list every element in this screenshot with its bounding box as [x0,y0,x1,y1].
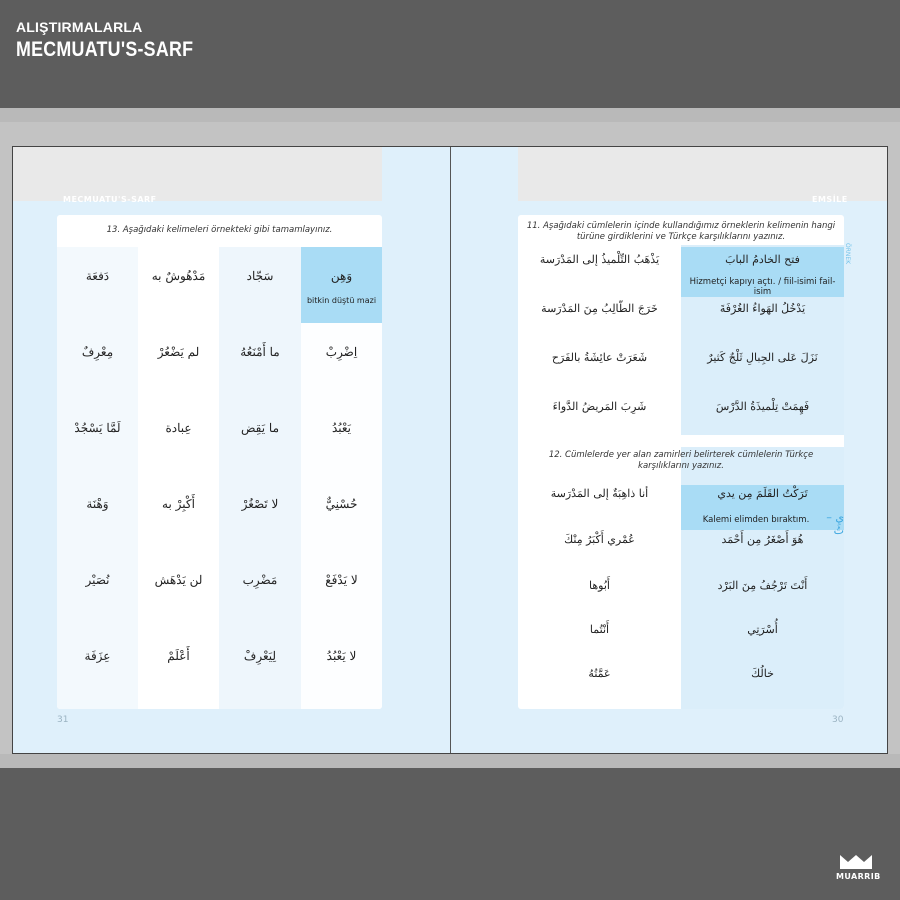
book-title: MECMUATU'S-SARF [16,38,194,61]
page-number-right: 30 [832,715,844,725]
table-cell: وَهْنَة [86,497,109,511]
table-cell: وَهِن [330,269,353,283]
book-spread [12,146,888,754]
example-meaning-12: Kalemi elimden bıraktım. [702,515,810,525]
table-cell: لا يَدْفَعْ [325,573,358,587]
table-column [219,247,301,709]
table-cell: أَعْلَمْ [167,649,190,663]
table-cell: يَعْبُدُ [331,421,352,435]
table-cell: مَضْرِب [242,573,278,587]
right-page-header-tab [518,147,887,201]
side-tab-label: ÖRNEK [844,243,851,265]
sentence-cell: أَنْتَ تَرْجُفُ مِنَ البَرْد [717,579,808,592]
sentence-cell: عَمَّتُهُ [588,667,611,680]
table-cell: لن يَدْهَش [154,573,203,587]
right-running-head: EMSİLE [812,195,848,204]
example-meaning: bitkin düştü mazi [306,296,377,305]
table-cell: لا تَصْغُرْ [241,497,279,511]
table-cell: عِزَفَة [84,649,111,663]
table-cell: ما أَمْنَعُهُ [240,345,280,359]
table-cell: لَمَّا يَسْجُدْ [74,421,121,435]
pronoun-markers: يِ – تُ [826,511,844,537]
table-cell: لِيَعْرِفْ [243,649,277,663]
table-cell: سَجّاد [246,269,274,283]
section-gap [681,435,844,447]
sentence-cell: شَعَرَتْ عائِشَةُ بالفَرَح [551,351,648,364]
sentence-cell: يَدْخُلُ الهَواءُ الغُرْفَةَ [719,302,806,315]
table-column [57,247,138,709]
table-cell: حُسْنِيٌّ [325,497,358,511]
table-cell: مِعْرِفٌ [81,345,114,359]
exercise-13-instruction: 13. Aşağıdaki kelimeleri örnekteki gibi tamamlayınız. [106,225,333,235]
spread-background [0,108,900,768]
exercise-12-instruction: 12. Cümlelerde yer alan zamirleri belirterek cümlelerin Türkçe karşılıklarını yazınız. [548,450,814,471]
sentence-cell: هُوَ أَصْغَرُ مِن أَحْمَد [721,533,804,546]
table-cell: لم يَضْعُرْ [157,345,200,359]
exercise-13-panel [57,215,382,709]
table-cell: نُصَيْر [85,573,110,587]
book-spine [450,147,451,753]
example-meaning-11: Hizmetçi kapıyı açtı. / fiil-isimi fail-isim [689,277,836,297]
logo-text: MUARRIB [836,872,881,881]
table-cell: ما يَقِض [240,421,279,435]
left-page-header-tab [13,147,382,201]
example-cell-highlight [301,247,382,323]
sentence-cell: أُسْرَتِي [747,623,778,636]
sentence-cell: شَرِبَ المَريضُ الدَّواءَ [552,400,647,413]
table-column [138,247,219,709]
table-cell: عِبادة [165,421,192,435]
table-cell: دَفعَة [85,269,110,283]
table-cell: لا يَعْبُدُ [326,649,357,663]
spread-mat [0,122,900,754]
sentence-cell: نَزَلَ عَلى الجِبالِ ثَلْجٌ كَثيرٌ [707,351,818,364]
left-running-head: MECMUATU'S-SARF [63,195,157,204]
sentence-cell: خَرَجَ الطّالِبُ مِنَ المَدْرَسة [541,302,658,315]
sentence-cell: فتح الخادمُ البابَ [725,253,800,266]
top-banner [0,0,900,108]
sentence-cell: أنا ذاهِبَةٌ إلى المَدْرَسة [550,487,649,500]
sentence-cell: فَهِمَتْ تِلْميذَةُ الدَّرْسَ [715,400,810,413]
series-label: ALIŞTIRMALARLA [16,19,143,35]
exercises-11-12-panel [518,215,844,709]
sentence-cell: عُمْري أَكْبَرُ مِنْكَ [564,533,635,546]
sentence-cell: يَذْهَبُ التِّلْميذُ إلى المَدْرَسة [539,253,660,266]
sentence-cell: تَرَكْتُ القَلَمَ مِن يدي [717,487,808,500]
table-cell: مَدْهُوشٌ به [151,269,206,283]
sentence-cell: خالُكَ [751,667,774,680]
page-number-left: 31 [57,715,69,725]
table-cell: أَكْبِرْ به [162,497,195,511]
sentence-cell: أَبُوها [589,579,610,592]
muarrib-logo-icon [838,853,874,871]
table-cell: اِضْرِبْ [325,345,358,359]
exercise-11-instruction: 11. Aşağıdaki cümlelerin içinde kullandığımız örneklerin kelimenin hangi türüne girdiklerini ve Türkçe karşılıklarını yazınız. [526,221,836,242]
sentence-cell: أَنْتُما [589,623,610,636]
